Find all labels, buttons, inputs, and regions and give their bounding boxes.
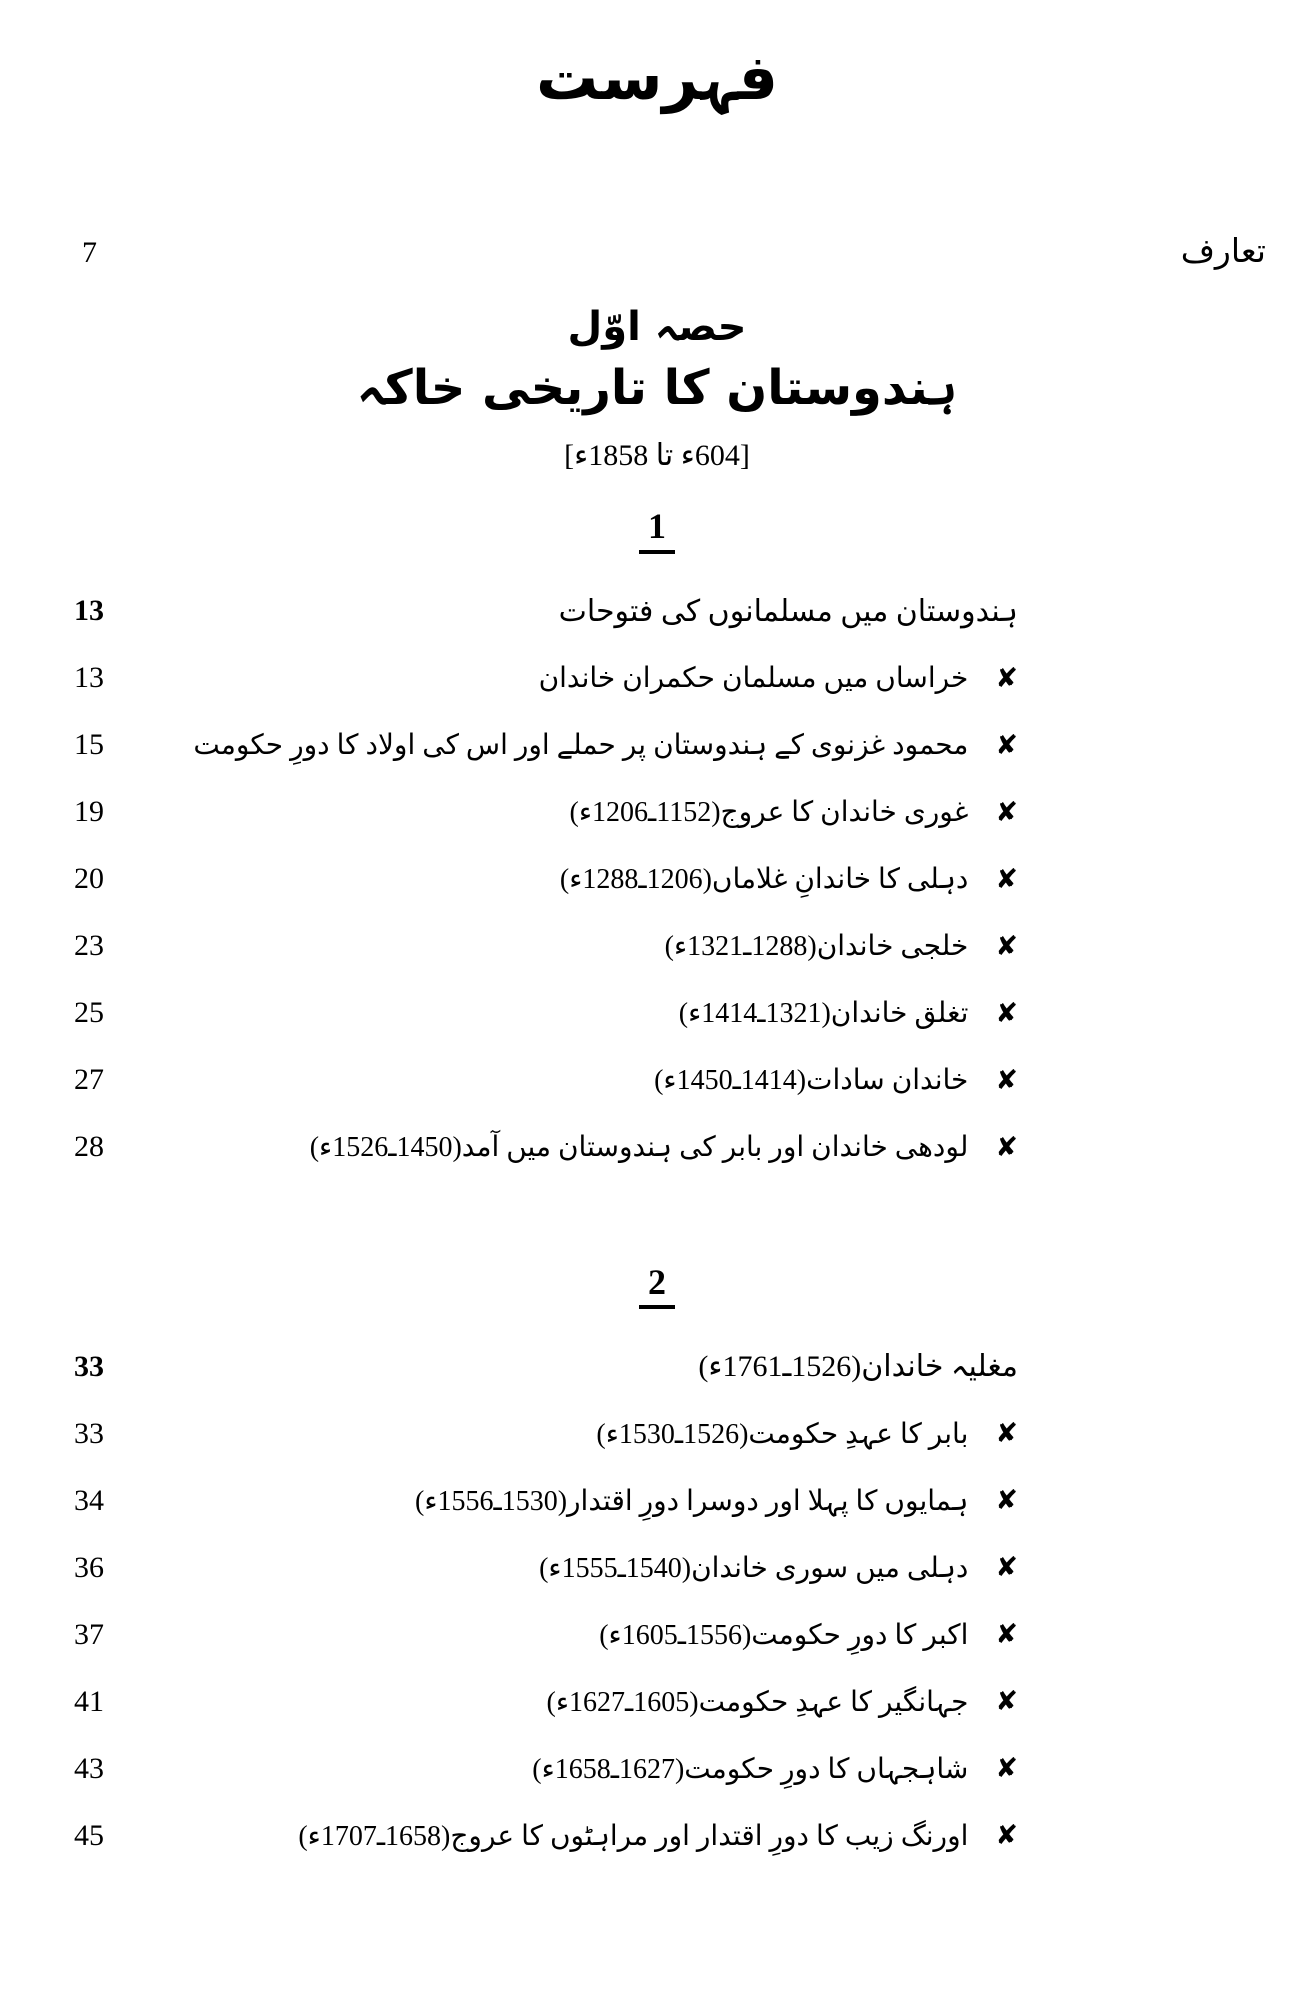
toc-entry-title: اورنگ زیب کا دورِ اقتدار اور مراہٹوں کا عروج(1658ـ1707ء) bbox=[298, 1820, 969, 1852]
toc-row-chapter-2-title bbox=[0, 1333, 1314, 1400]
toc-row bbox=[0, 1047, 1314, 1114]
page-number: 7 bbox=[82, 236, 97, 270]
toc-row bbox=[0, 645, 1314, 712]
toc-entry-title: لودھی خاندان اور بابر کی ہندوستان میں آمد(1450ـ1526ء) bbox=[309, 1132, 969, 1164]
toc-entry bbox=[570, 795, 1018, 829]
toc-row bbox=[0, 712, 1314, 779]
toc-entry-title: ہمایوں کا پہلا اور دوسرا دورِ اقتدار(1530ـ1556ء) bbox=[415, 1485, 969, 1517]
toc-entry-title: بابر کا عہدِ حکومت(1526ـ1530ء) bbox=[596, 1418, 969, 1450]
toc-entry bbox=[547, 1685, 1018, 1719]
cross-bullet-icon: ✘ bbox=[995, 930, 1018, 962]
page-number: 13 bbox=[74, 594, 104, 628]
cross-bullet-icon: ✘ bbox=[995, 1485, 1018, 1517]
page-number: 33 bbox=[74, 1349, 104, 1383]
cross-bullet-icon: ✘ bbox=[995, 1131, 1018, 1163]
page-number: 28 bbox=[74, 1130, 104, 1164]
chapter-title: ہندوستان میں مسلمانوں کی فتوحات bbox=[558, 594, 1018, 628]
toc-row bbox=[0, 1114, 1314, 1181]
intro-label: تعارف bbox=[1180, 231, 1266, 271]
page-number: 20 bbox=[74, 862, 104, 896]
toc-row bbox=[0, 779, 1314, 846]
toc-entry-title: دہلی کا خاندانِ غلاماں(1206ـ1288ء) bbox=[559, 864, 969, 896]
part-subheading: ہندوستان کا تاریخی خاکہ bbox=[356, 360, 958, 417]
toc-row bbox=[0, 1668, 1314, 1735]
page-number: 43 bbox=[74, 1751, 104, 1785]
toc-entry bbox=[665, 929, 1018, 963]
toc-entry-title: اکبر کا دورِ حکومت(1556ـ1605ء) bbox=[599, 1619, 969, 1651]
cross-bullet-icon: ✘ bbox=[995, 796, 1018, 828]
toc-entry bbox=[679, 996, 1018, 1030]
toc-entry bbox=[532, 1752, 1018, 1786]
cross-bullet-icon: ✘ bbox=[995, 863, 1018, 895]
toc-entry bbox=[599, 1618, 1018, 1652]
page-number: 45 bbox=[74, 1818, 104, 1852]
toc-entry-title: محمود غزنوی کے ہندوستان پر حملے اور اس کی اولاد کا دورِ حکومت bbox=[193, 730, 969, 762]
chapter-2-toc bbox=[0, 1333, 1314, 1869]
toc-entry-title: غوری خاندان کا عروج(1152ـ1206ء) bbox=[569, 797, 969, 829]
toc-row bbox=[0, 1534, 1314, 1601]
page-number: 19 bbox=[74, 795, 104, 829]
page-number: 25 bbox=[74, 996, 104, 1030]
page-number: 41 bbox=[74, 1684, 104, 1718]
chapter-number-text: 2 bbox=[639, 1263, 675, 1310]
page-number: 37 bbox=[74, 1617, 104, 1651]
toc-row bbox=[0, 1400, 1314, 1467]
toc-row-intro bbox=[0, 231, 1314, 270]
toc-row bbox=[0, 846, 1314, 913]
chapter-1-number bbox=[0, 507, 1314, 554]
toc-row bbox=[0, 980, 1314, 1047]
toc-entry bbox=[560, 862, 1018, 896]
part-heading: حصہ اوّل bbox=[567, 304, 747, 351]
cross-bullet-icon: ✘ bbox=[995, 662, 1018, 694]
page-number: 27 bbox=[74, 1063, 104, 1097]
toc-row bbox=[0, 1802, 1314, 1869]
toc-entry-title: تغلق خاندان(1321ـ1414ء) bbox=[678, 998, 969, 1030]
toc-row bbox=[0, 1467, 1314, 1534]
toc-entry bbox=[596, 1417, 1018, 1451]
chapter-1-toc bbox=[0, 578, 1314, 1181]
cross-bullet-icon: ✘ bbox=[995, 1552, 1018, 1584]
toc-entry bbox=[539, 661, 1018, 695]
toc-row bbox=[0, 1601, 1314, 1668]
page-number: 36 bbox=[74, 1550, 104, 1584]
toc-entry-title: خلجی خاندان(1288ـ1321ء) bbox=[664, 931, 969, 963]
cross-bullet-icon: ✘ bbox=[995, 1753, 1018, 1785]
cross-bullet-icon: ✘ bbox=[995, 1820, 1018, 1852]
toc-entry-title: شاہجہاں کا دورِ حکومت(1627ـ1658ء) bbox=[532, 1753, 969, 1785]
toc-entry-title: خراساں میں مسلمان حکمران خاندان bbox=[538, 663, 969, 695]
toc-entry bbox=[539, 1551, 1018, 1585]
chapter-number-text: 1 bbox=[639, 507, 675, 554]
toc-entry bbox=[654, 1063, 1018, 1097]
page-number: 13 bbox=[74, 661, 104, 695]
toc-entry-title: دہلی میں سوری خاندان(1540ـ1555ء) bbox=[539, 1552, 969, 1584]
cross-bullet-icon: ✘ bbox=[995, 997, 1018, 1029]
cross-bullet-icon: ✘ bbox=[995, 1686, 1018, 1718]
toc-entry bbox=[193, 728, 1018, 762]
toc-entry-title: خاندان سادات(1414ـ1450ء) bbox=[654, 1065, 969, 1097]
part-date-range: [604ء تا 1858ء] bbox=[564, 439, 750, 473]
toc-row bbox=[0, 1735, 1314, 1802]
toc-entry bbox=[415, 1484, 1018, 1518]
toc-row-chapter-1-title bbox=[0, 578, 1314, 645]
cross-bullet-icon: ✘ bbox=[995, 1619, 1018, 1651]
toc-entry-title: جہانگیر کا عہدِ حکومت(1605ـ1627ء) bbox=[546, 1686, 969, 1718]
cross-bullet-icon: ✘ bbox=[995, 729, 1018, 761]
chapter-2-number bbox=[0, 1263, 1314, 1310]
page-number: 33 bbox=[74, 1416, 104, 1450]
page-number: 23 bbox=[74, 929, 104, 963]
page-number: 15 bbox=[74, 728, 104, 762]
cross-bullet-icon: ✘ bbox=[995, 1418, 1018, 1450]
chapter-title: مغلیہ خاندان(1526ـ1761ء) bbox=[698, 1350, 1018, 1384]
toc-row bbox=[0, 913, 1314, 980]
cross-bullet-icon: ✘ bbox=[995, 1064, 1018, 1096]
toc-entry bbox=[559, 594, 1018, 629]
page-number: 34 bbox=[74, 1483, 104, 1517]
page-title: فہرست bbox=[535, 41, 779, 114]
toc-entry bbox=[310, 1130, 1018, 1164]
toc-entry bbox=[698, 1349, 1018, 1384]
toc-entry bbox=[298, 1819, 1018, 1853]
